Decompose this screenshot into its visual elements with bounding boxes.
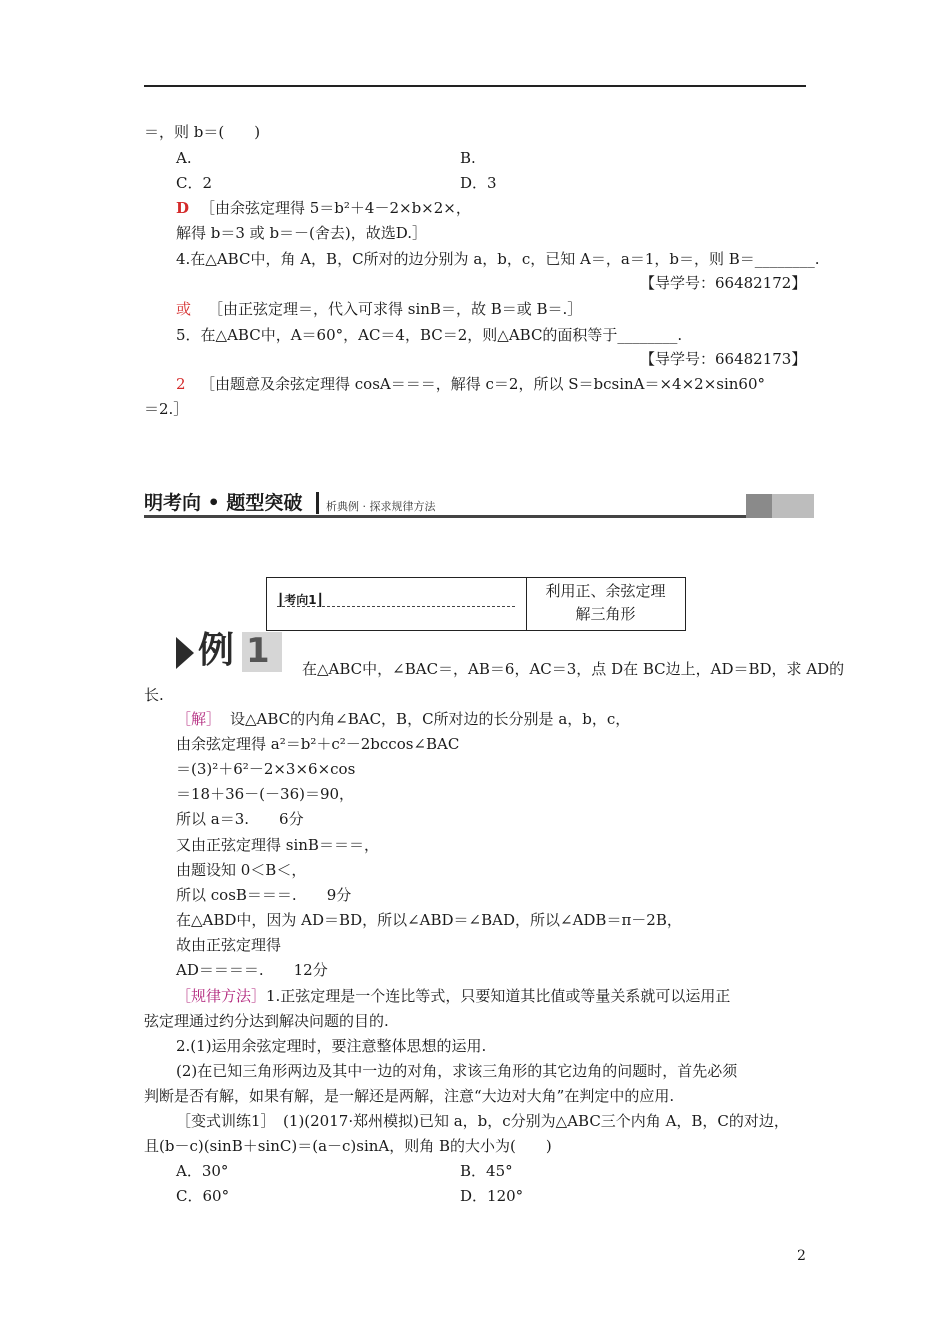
example-stem-line2: 长. <box>144 686 164 704</box>
solution-line6: 又由正弦定理得 sinB＝＝＝， <box>176 836 379 854</box>
method-line3: 2.(1)运用余弦定理时，要注意整体思想的运用. <box>176 1037 487 1055</box>
q5-answer-letter: 2 <box>176 375 186 393</box>
method-tag: ［规律方法］ <box>176 987 267 1005</box>
section-rule <box>144 515 814 518</box>
method-line1: 1.正弦定理是一个连比等式，只要知道其比值或等量关系就可以运用正 <box>266 987 731 1005</box>
example-badge <box>176 632 286 672</box>
section-deco-dark <box>746 494 772 518</box>
variant-option-a: A．30° <box>176 1162 229 1180</box>
q3-option-c: C．2 <box>176 174 213 192</box>
variant-line1: ［变式训练1］ (1)(2017·郑州模拟)已知 a，b，c分别为△ABC三个内角 A，B，C的对边， <box>176 1112 789 1130</box>
q4-answer-letter: 或 <box>176 300 192 318</box>
q3-option-a: A. <box>176 149 192 167</box>
solution-line1: 设△ABC的内角∠BAC，B，C所对边的长分别是 a，b，c， <box>230 710 631 728</box>
solution-line9: 在△ABD中，因为 AD＝BD，所以∠ABD＝∠BAD，所以∠ADB＝π－2B， <box>176 911 682 929</box>
header-rule <box>144 85 806 87</box>
method-line2: 弦定理通过约分达到解决问题的目的. <box>144 1012 389 1030</box>
example-number: 1 <box>246 631 270 671</box>
solution-line7: 由题设知 0＜B＜， <box>176 861 307 879</box>
q4-answer-text: ［由正弦定理＝，代入可求得 sinB＝，故 B＝或 B＝.］ <box>208 300 583 318</box>
solution-line8: 所以 cosB＝＝＝. 9分 <box>176 886 352 904</box>
topic-box <box>266 577 686 631</box>
q3-answer-line1: ［由余弦定理得 5＝b²＋4－2×b×2×， <box>200 199 471 217</box>
solution-tag: ［解］ <box>176 710 222 728</box>
topic-tag: ┃考向1┃ <box>277 593 324 607</box>
example-stem-line1: 在△ABC中，∠BAC＝，AB＝6，AC＝3，点 D在 BC边上，AD＝BD，求 AD的 <box>302 660 845 678</box>
section-title: 明考向 • 题型突破 <box>144 492 303 514</box>
solution-line5: 所以 a＝3. 6分 <box>176 810 304 828</box>
q3-answer-letter: D <box>176 199 190 217</box>
section-deco-light <box>772 494 814 518</box>
q5-answer-line1: ［由题意及余弦定理得 cosA＝＝＝，解得 c＝2，所以 S＝bcsinA＝×4×2×sin60° <box>200 375 766 393</box>
variant-option-b: B．45° <box>460 1162 513 1180</box>
page-number: 2 <box>797 1248 806 1264</box>
topic-title-line2: 解三角形 <box>575 605 636 623</box>
q3-answer-line2: 解得 b＝3 或 b＝－(舍去)，故选D.］ <box>176 224 428 242</box>
q5-answer-line2: ＝2.］ <box>144 400 189 418</box>
topic-dashed-line <box>277 606 515 607</box>
example-word: 例 <box>198 630 235 671</box>
arrow-icon <box>176 637 194 669</box>
method-line4: (2)在已知三角形两边及其中一边的对角，求该三角形的其它边角的问题时，首先必须 <box>176 1062 738 1080</box>
solution-line11: AD＝＝＝＝. 12分 <box>176 961 328 979</box>
section-subtitle: 析典例 · 探求规律方法 <box>326 500 436 513</box>
method-line5: 判断是否有解，如果有解，是一解还是两解，注意“大边对大角”在判定中的应用. <box>144 1087 675 1105</box>
variant-option-d: D．120° <box>460 1187 524 1205</box>
q5-guide-number: 【导学号：66482173】 <box>640 350 807 368</box>
q3-stem: ＝，则 b＝( ) <box>144 123 261 141</box>
q4-stem: 4.在△ABC中，角 A，B，C所对的边分别为 a，b，c，已知 A＝，a＝1，b＝，则 B＝________. <box>176 250 820 268</box>
solution-line10: 故由正弦定理得 <box>176 936 282 954</box>
variant-line2: 且(b－c)(sinB＋sinC)＝(a－c)sinA，则角 B的大小为( ) <box>144 1137 552 1155</box>
section-divider <box>316 492 319 514</box>
q5-stem: 5．在△ABC中，A＝60°，AC＝4，BC＝2，则△ABC的面积等于________. <box>176 326 683 344</box>
topic-title-line1: 利用正、余弦定理 <box>545 582 666 600</box>
solution-line3: ＝(3)²＋6²－2×3×6×cos <box>176 760 356 778</box>
solution-line4: ＝18＋36－(－36)＝90， <box>176 785 355 803</box>
solution-line2: 由余弦定理得 a²＝b²＋c²－2bccos∠BAC <box>176 735 460 753</box>
variant-option-c: C．60° <box>176 1187 230 1205</box>
q4-guide-number: 【导学号：66482172】 <box>640 274 807 292</box>
q3-option-d: D．3 <box>460 174 497 192</box>
q3-option-b: B. <box>460 149 476 167</box>
